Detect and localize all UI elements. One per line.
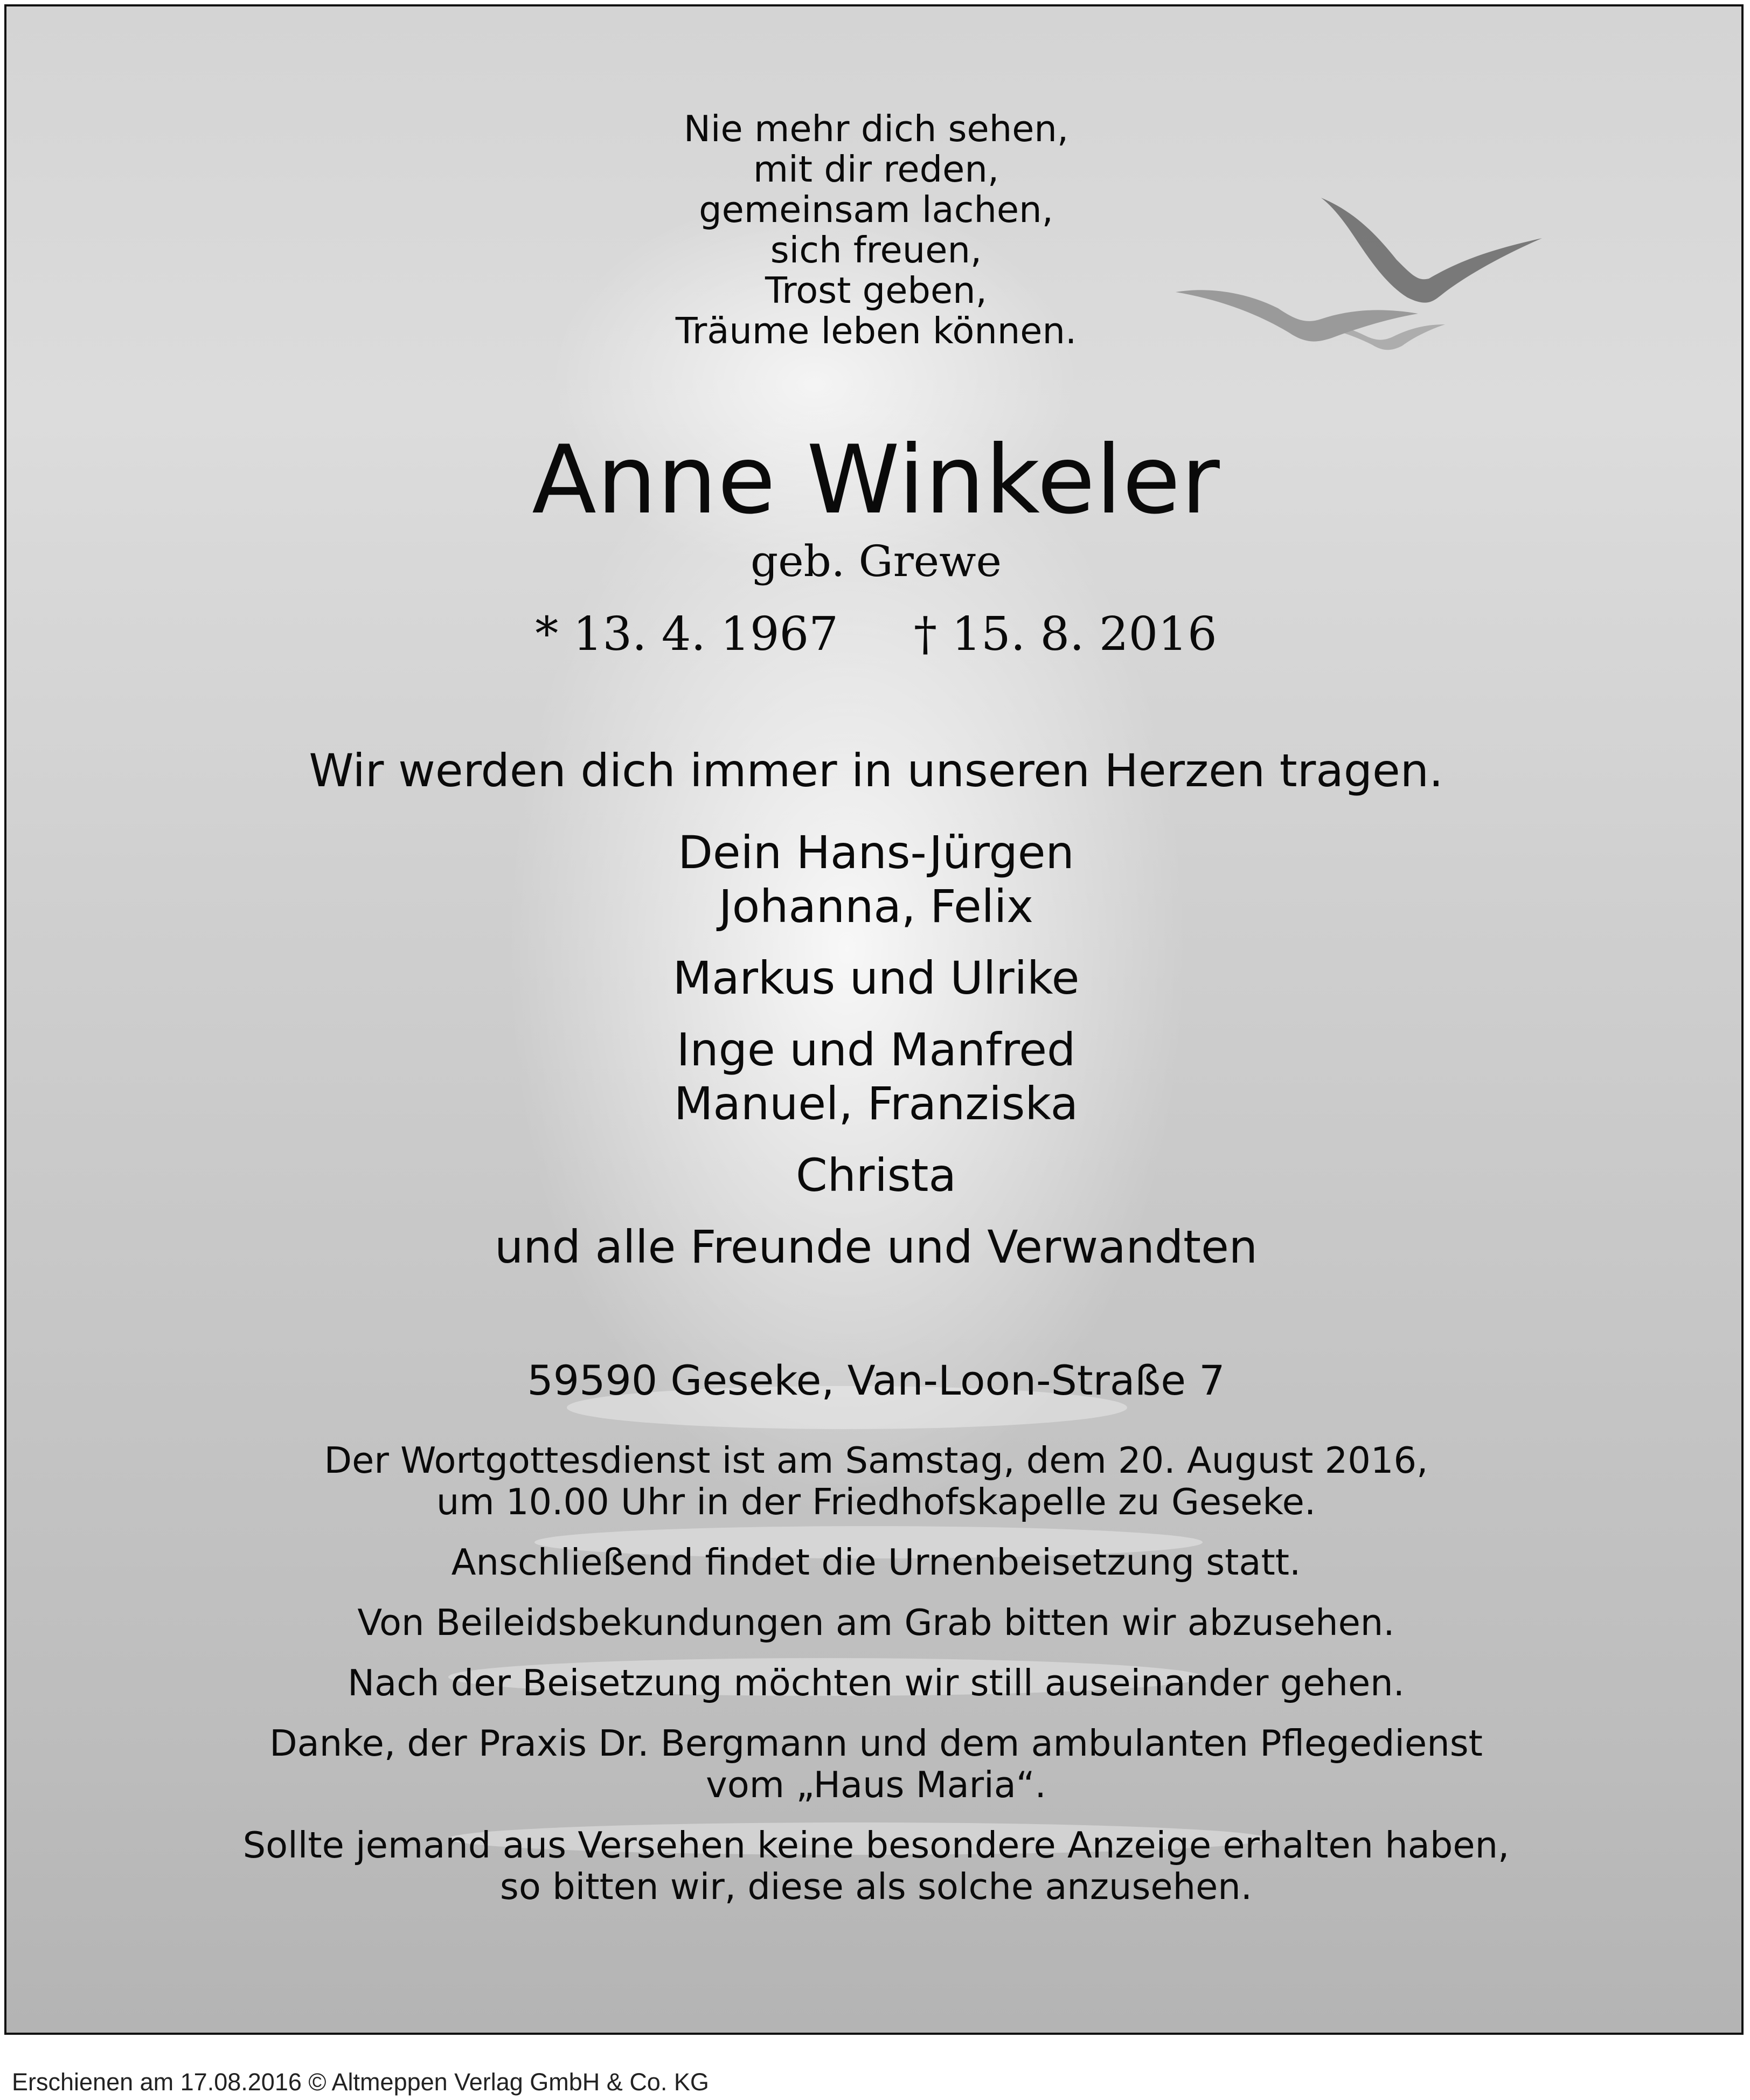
- info-paragraph: [6, 1440, 1744, 1523]
- info-paragraph: [6, 1602, 1744, 1644]
- mourner-group: [6, 1220, 1744, 1274]
- mourner-group: [6, 826, 1744, 933]
- mourner-line: Dein Hans-Jürgen: [678, 826, 1074, 879]
- poem-line: sich freuen,: [770, 229, 982, 271]
- poem-line: Nie mehr dich sehen,: [683, 108, 1069, 150]
- info-paragraph: [6, 1825, 1744, 1908]
- info-paragraph: [6, 1723, 1744, 1806]
- obituary-notice: [4, 4, 1744, 2035]
- info-line: vom „Haus Maria“.: [706, 1764, 1046, 1806]
- poem-line: gemeinsam lachen,: [699, 189, 1053, 231]
- poem: [6, 109, 1744, 351]
- info-line: so bitten wir, diese als solche anzusehen.: [499, 1866, 1253, 1908]
- mourner-group: [6, 1023, 1744, 1131]
- mourner-line: und alle Freunde und Verwandten: [494, 1221, 1258, 1273]
- info-line: Der Wortgottesdienst ist am Samstag, dem 20. August 2016,: [324, 1439, 1428, 1481]
- info-paragraph: [6, 1662, 1744, 1704]
- service-info: [6, 1440, 1744, 1926]
- mourner-group: [6, 1148, 1744, 1202]
- poem-line: Träume leben können.: [675, 310, 1077, 352]
- mourner-line: Markus und Ulrike: [672, 952, 1080, 1004]
- info-paragraph: [6, 1542, 1744, 1583]
- address: 59590 Geseke, Van-Loon-Straße 7: [527, 1356, 1225, 1404]
- mourners-list: [6, 826, 1744, 1292]
- death-date: † 15. 8. 2016: [914, 607, 1217, 661]
- info-line: Nach der Beisetzung möchten wir still auseinander gehen.: [348, 1662, 1405, 1704]
- poem-line: mit dir reden,: [753, 148, 999, 190]
- poem-line: Trost geben,: [765, 269, 987, 311]
- life-dates: [6, 605, 1744, 664]
- deceased-name: Anne Winkeler: [532, 426, 1220, 535]
- mourner-line: Inge und Manfred: [676, 1023, 1076, 1076]
- mourner-group: [6, 951, 1744, 1005]
- info-line: Anschließend findet die Urnenbeisetzung statt.: [451, 1541, 1301, 1583]
- birth-date: * 13. 4. 1967: [535, 607, 838, 661]
- info-line: Sollte jemand aus Versehen keine besondere Anzeige erhalten haben,: [242, 1824, 1510, 1866]
- tagline: Wir werden dich immer in unseren Herzen tragen.: [309, 744, 1443, 797]
- mourner-line: Christa: [796, 1149, 956, 1202]
- info-line: um 10.00 Uhr in der Friedhofskapelle zu Geseke.: [436, 1481, 1316, 1523]
- mourner-line: Johanna, Felix: [718, 880, 1034, 933]
- info-line: Danke, der Praxis Dr. Bergmann und dem ambulanten Pflegedienst: [269, 1722, 1483, 1764]
- maiden-name: geb. Grewe: [751, 536, 1002, 586]
- mourner-line: Manuel, Franziska: [673, 1077, 1079, 1130]
- publication-footer: Erschienen am 17.08.2016 © Altmeppen Verlag GmbH & Co. KG: [12, 2068, 709, 2096]
- info-line: Von Beileidsbekundungen am Grab bitten wir abzusehen.: [357, 1602, 1395, 1644]
